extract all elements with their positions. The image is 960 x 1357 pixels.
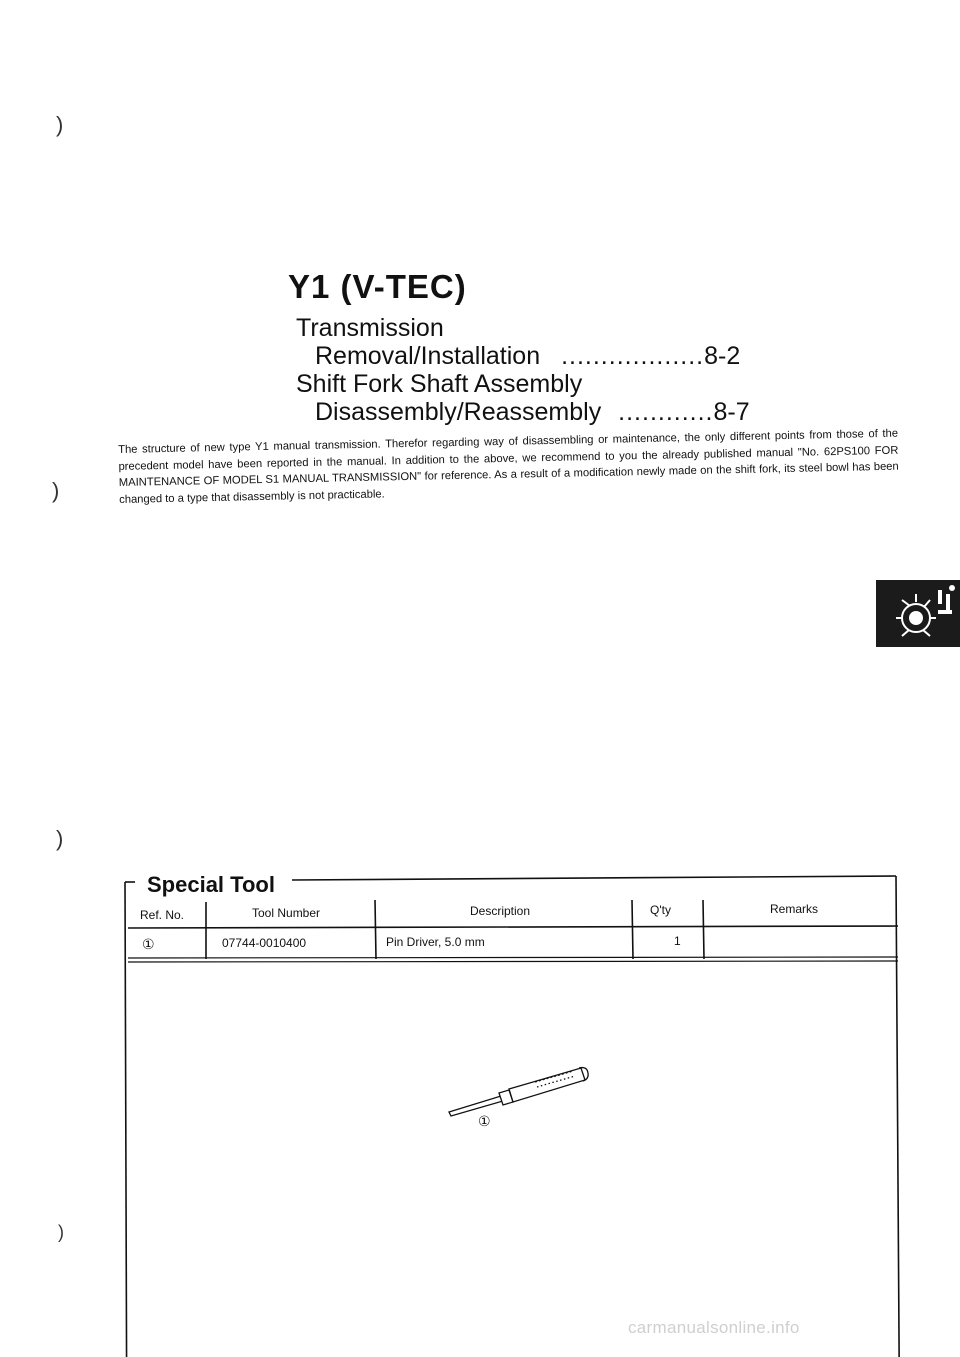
margin-mark: ) (52, 478, 60, 503)
margin-mark: ) (56, 826, 64, 851)
toc-page-number: 8-2 (704, 342, 741, 370)
illustration-label: ① (478, 1113, 491, 1129)
toc-leader-dots: ............ (618, 398, 714, 426)
intro-paragraph: The structure of new type Y1 manual transmission. Therefor regarding way of disassembling or maintenance, the only different points from those of the precedent model have been reported in the manual. In addition to the above, we recommend to you the already published manual "No. 62PS100 FOR MAINTENANCE OF MODEL S1 MANUAL TRANSMISSION" for reference. As a result of a modification newly made on the shift fork, its steel bowl has been changed to a type that disassembly is not practicable. (118, 427, 899, 506)
column-header-description: Description (470, 904, 531, 918)
toc-item-label: Disassembly/Reassembly (315, 398, 602, 426)
cell-tool-number: 07744-0010400 (222, 936, 307, 950)
pin-driver-illustration (445, 1060, 595, 1120)
margin-mark: ) (58, 1222, 64, 1242)
column-header-qty: Q'ty (650, 903, 671, 917)
cell-description: Pin Driver, 5.0 mm (386, 935, 485, 949)
toc-heading-shift-fork: Shift Fork Shaft Assembly (296, 370, 583, 398)
cell-ref-no: ① (142, 936, 155, 952)
margin-mark: ) (56, 112, 64, 137)
column-header-tool-number: Tool Number (252, 906, 321, 920)
watermark: carmanualsonline.info (628, 1318, 800, 1337)
column-header-remarks: Remarks (770, 902, 819, 916)
toc-item-label: Removal/Installation (315, 342, 541, 370)
cell-qty: 1 (674, 934, 681, 948)
special-tool-heading: Special Tool (143, 872, 279, 898)
page-title: Y1 (V-TEC) (288, 268, 467, 305)
toc-page-number: 8-7 (713, 398, 750, 426)
toc-heading-transmission: Transmission (296, 314, 444, 342)
column-header-ref-no: Ref. No. (140, 908, 185, 922)
toc-leader-dots: .................. (561, 342, 705, 370)
